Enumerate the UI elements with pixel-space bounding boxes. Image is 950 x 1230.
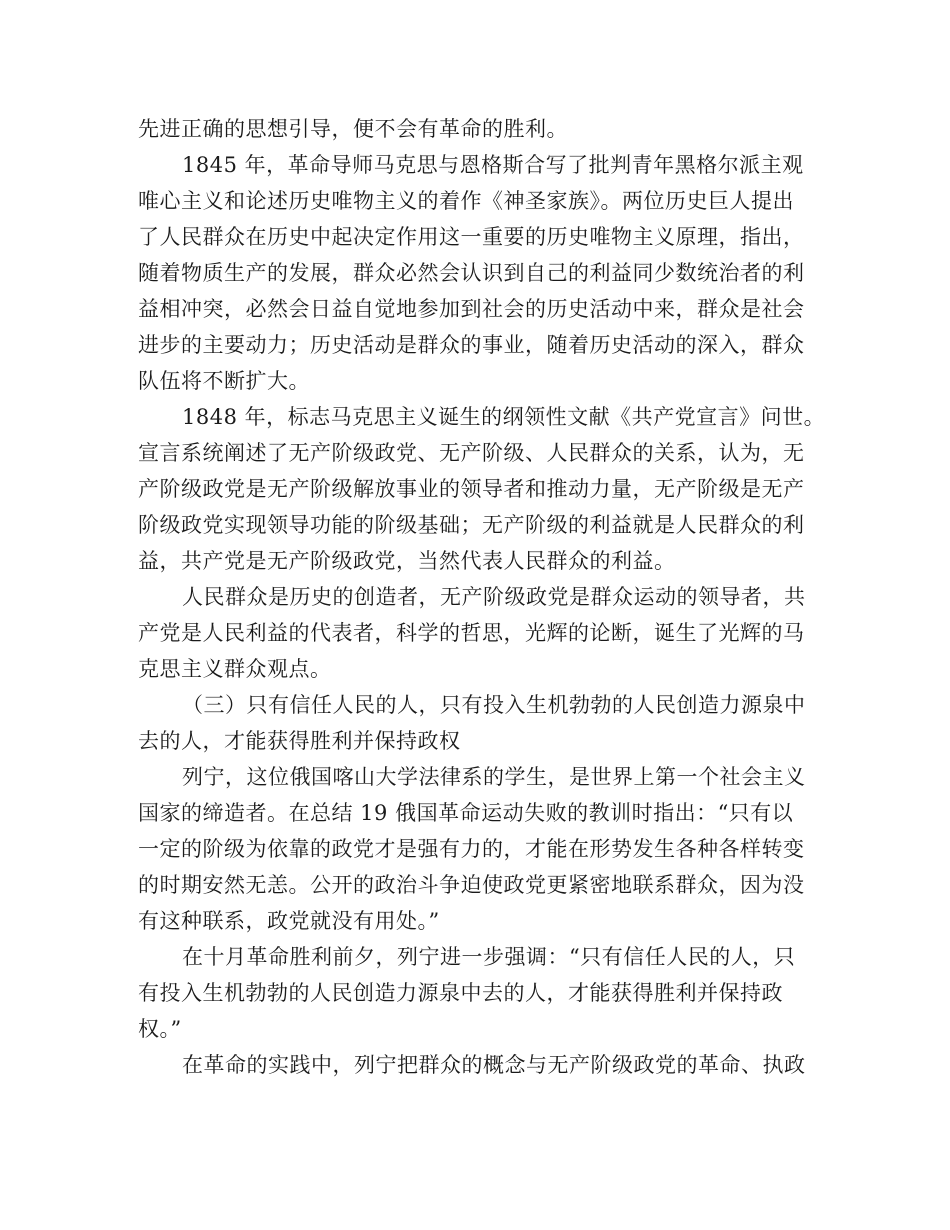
text-line-14: 人民群众是历史的创造者，无产阶级政党是群众运动的领导者，共 — [182, 585, 806, 609]
text-line-5: 随着物质生产的发展，群众必然会认识到自己的利益同少数统治者的利 — [138, 261, 805, 285]
section-heading-line-1: （三）只有信任人民的人，只有投入生机勃勃的人民创造力源泉中 — [182, 693, 806, 717]
text-line-26: 权。” — [138, 1017, 182, 1041]
text-line-7: 进步的主要动力；历史活动是群众的事业，随着历史活动的深入，群众 — [138, 333, 805, 357]
text-line-15: 产党是人民利益的代表者，科学的哲思，光辉的论断，诞生了光辉的马 — [138, 621, 805, 645]
text-line-21: 一定的阶级为依靠的政党才是强有力的，才能在形势发生各种各样转变 — [138, 837, 805, 861]
text-line-12: 阶级政党实现领导功能的阶级基础；无产阶级的利益就是人民群众的利 — [138, 513, 805, 537]
text-line-9: 1848 年，标志马克思主义诞生的纲领性文献《共产党宣言》问世。 — [182, 405, 826, 429]
text-line-24: 在十月革命胜利前夕，列宁进一步强调：“只有信任人民的人，只 — [182, 945, 796, 969]
text-line-23: 有这种联系，政党就没有用处。” — [138, 909, 440, 933]
text-line-22: 的时期安然无恙。公开的政治斗争迫使政党更紧密地联系群众，因为没 — [138, 873, 805, 897]
text-line-19: 列宁，这位俄国喀山大学法律系的学生，是世界上第一个社会主义 — [182, 765, 806, 789]
text-line-16: 克思主义群众观点。 — [138, 657, 332, 681]
text-line-6: 益相冲突，必然会日益自觉地参加到社会的历史活动中来，群众是社会 — [138, 297, 805, 321]
text-line-11: 产阶级政党是无产阶级解放事业的领导者和推动力量，无产阶级是无产 — [138, 477, 805, 501]
text-line-3: 唯心主义和论述历史唯物主义的着作《神圣家族》。两位历史巨人提出 — [138, 189, 794, 213]
text-line-8: 队伍将不断扩大。 — [138, 369, 310, 393]
text-line-13: 益，共产党是无产阶级政党，当然代表人民群众的利益。 — [138, 549, 676, 573]
section-heading-line-2: 去的人，才能获得胜利并保持政权 — [138, 729, 461, 753]
text-line-4: 了人民群众在历史中起决定作用这一重要的历史唯物主义原理，指出， — [138, 225, 805, 249]
text-line-27: 在革命的实践中，列宁把群众的概念与无产阶级政党的革命、执政 — [182, 1053, 806, 1077]
text-line-20: 国家的缔造者。在总结 19 俄国革命运动失败的教训时指出：“只有以 — [138, 801, 794, 825]
text-line-2: 1845 年，革命导师马克思与恩格斯合写了批判青年黑格尔派主观 — [182, 153, 804, 177]
text-line-25: 有投入生机勃勃的人民创造力源泉中去的人，才能获得胜利并保持政 — [138, 981, 783, 1005]
text-line-1: 先进正确的思想引导，便不会有革命的胜利。 — [138, 117, 568, 141]
text-line-10: 宣言系统阐述了无产阶级政党、无产阶级、人民群众的关系，认为，无 — [138, 441, 805, 465]
